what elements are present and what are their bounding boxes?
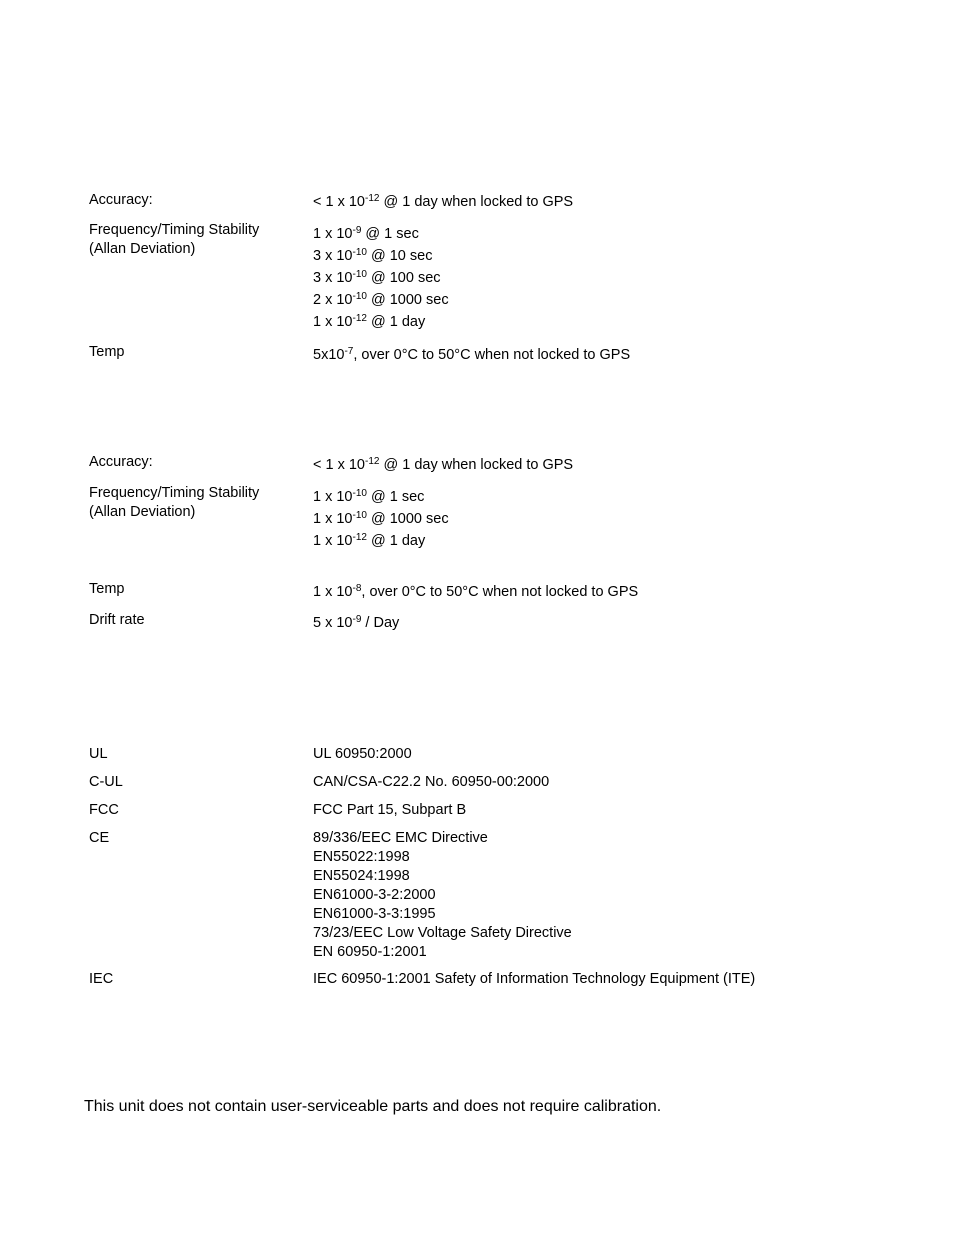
s2-drift-label: Drift rate — [89, 612, 145, 628]
s3-ce-value: 89/336/EEC EMC Directive EN55022:1998 EN55024:1998 EN61000-3-2:2000 EN61000-3-3:1995 73/23/EEC Low Voltage Safety Directive EN 60950-1:2001 — [313, 830, 572, 960]
s3-cul-label: C-UL — [89, 774, 123, 790]
s3-fcc-value: FCC Part 15, Subpart B — [313, 802, 467, 818]
s3-ce-label: CE — [89, 830, 110, 846]
s2-temp-label: Temp — [89, 581, 125, 597]
s1-accuracy-value: < 1 x $10^{-12}$ @ 1 day when locked to GPS — [313, 193, 574, 210]
s2-stability-value: 1 x $10^{-10}$ @ 1 sec 1 x $10^{-10}$ @ 1000 sec 1 x $10^{-12}$ @ 1 day — [313, 488, 449, 549]
s1-stability-value: 1 x $10^{-9}$ @ 1 sec 3 x $10^{-10}$ @ 10 sec 3 x $10^{-10}$ @ 100 sec 2 x $10^{-10}$ @ 1000 sec 1 x $10^{-12}$ @ 1 day — [313, 225, 449, 330]
s2-stability-label: Frequency/Timing Stability (Allan Deviation) — [89, 485, 260, 520]
maintenance-note: This unit does not contain user-serviceable parts and does not require calibration. — [84, 1098, 662, 1115]
s1-accuracy-label: Accuracy: — [89, 192, 153, 208]
s1-temp-value: $5x10^{-7}$, over 0°C to 50°C when not locked to GPS — [313, 346, 631, 363]
s3-ul-label: UL — [89, 746, 108, 762]
s1-stability-label: Frequency/Timing Stability (Allan Deviation) — [89, 222, 260, 257]
s2-drift-value: 5 x $10^{-9}$ / Day — [313, 614, 400, 631]
s2-accuracy-label: Accuracy: — [89, 454, 153, 470]
s3-iec-value: IEC 60950-1:2001 Safety of Information Technology Equipment (ITE) — [313, 971, 756, 987]
s3-iec-label: IEC — [89, 971, 114, 987]
s3-cul-value: CAN/CSA-C22.2 No. 60950-00:2000 — [313, 774, 550, 790]
s3-fcc-label: FCC — [89, 802, 119, 818]
s1-temp-label: Temp — [89, 344, 125, 360]
s2-accuracy-value: < 1 x $10^{-12}$ @ 1 day when locked to GPS — [313, 456, 574, 473]
s3-ul-value: UL 60950:2000 — [313, 746, 412, 762]
s2-temp-value: 1 x $10^{-8}$, over 0°C to 50°C when not locked to GPS — [313, 583, 639, 600]
